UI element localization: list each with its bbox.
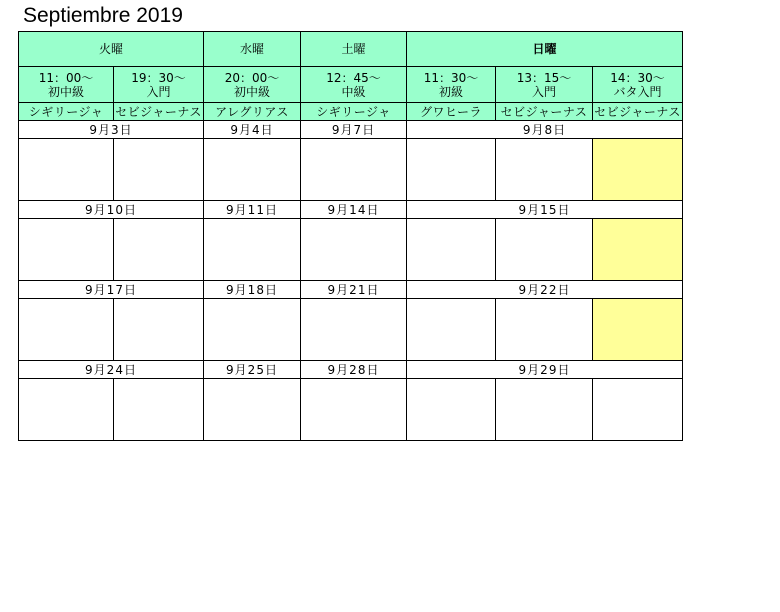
class-time: 12：45～ (326, 70, 381, 85)
entry-cell[interactable] (114, 139, 204, 201)
entry-cell[interactable] (301, 219, 407, 281)
entry-cell[interactable] (496, 139, 593, 201)
date-sunday: 9月8日 (407, 121, 683, 139)
page-title: Septiembre 2019 (23, 4, 183, 27)
entry-cell[interactable] (593, 379, 683, 441)
date-wednesday: 9月4日 (204, 121, 301, 139)
class-venue: セビジャーナス (594, 104, 681, 119)
class-venue: グワヒーラ (407, 103, 496, 121)
class-time-cell (496, 67, 593, 103)
entry-cell[interactable] (496, 299, 593, 361)
day-header-wednesday: 水曜 (204, 32, 301, 67)
date-tuesday: 9月10日 (19, 201, 204, 219)
entry-cell[interactable] (407, 379, 496, 441)
class-level: 入門 (146, 84, 171, 99)
class-time: 14：30～ (610, 70, 665, 85)
class-venue: セビジャーナス (115, 104, 202, 119)
entry-cell[interactable] (301, 379, 407, 441)
entry-cell[interactable] (114, 379, 204, 441)
class-level: 初中級 (233, 84, 270, 99)
date-tuesday: 9月17日 (19, 281, 204, 299)
day-header-tuesday: 火曜 (19, 32, 204, 67)
date-saturday: 9月7日 (301, 121, 407, 139)
class-time-cell (407, 67, 496, 103)
class-time-cell (19, 67, 114, 103)
entry-cell[interactable] (301, 139, 407, 201)
class-level: 初級 (438, 84, 463, 99)
entry-cell[interactable] (114, 299, 204, 361)
class-time: 19：30～ (131, 70, 186, 85)
class-time-cell (204, 67, 301, 103)
date-sunday: 9月15日 (407, 201, 683, 219)
date-saturday: 9月21日 (301, 281, 407, 299)
class-level: 入門 (531, 84, 556, 99)
entry-cell[interactable] (114, 219, 204, 281)
entry-cell[interactable] (204, 299, 301, 361)
class-level: 中級 (341, 84, 366, 99)
date-sunday: 9月22日 (407, 281, 683, 299)
entry-cell[interactable] (204, 139, 301, 201)
class-time: 20：00～ (224, 70, 280, 85)
day-header-saturday: 土曜 (301, 32, 407, 67)
entry-cell[interactable] (19, 299, 114, 361)
class-venue: シギリージャ (301, 103, 407, 121)
schedule-table (18, 31, 683, 441)
class-level: 初中級 (47, 84, 84, 99)
entry-cell[interactable] (301, 299, 407, 361)
entry-cell-highlighted[interactable] (593, 219, 683, 281)
class-time: 11：00～ (38, 70, 94, 85)
date-sunday: 9月29日 (407, 361, 683, 379)
date-saturday: 9月14日 (301, 201, 407, 219)
class-level: バタ入門 (613, 84, 662, 99)
date-wednesday: 9月18日 (204, 281, 301, 299)
class-time: 11：30～ (423, 70, 479, 85)
date-wednesday: 9月11日 (204, 201, 301, 219)
class-venue: アレグリアス (204, 103, 301, 121)
entry-cell-highlighted[interactable] (593, 299, 683, 361)
class-time-cell (114, 67, 204, 103)
date-wednesday: 9月25日 (204, 361, 301, 379)
entry-cell[interactable] (407, 139, 496, 201)
entry-cell[interactable] (407, 299, 496, 361)
class-time: 13：15～ (516, 70, 572, 85)
class-venue: シギリージャ (19, 103, 114, 121)
entry-cell[interactable] (204, 219, 301, 281)
class-time-cell (593, 67, 683, 103)
entry-cell-highlighted[interactable] (593, 139, 683, 201)
entry-cell[interactable] (204, 379, 301, 441)
class-venue: セビジャーナス (496, 103, 593, 121)
day-header-sunday: 日曜 (407, 32, 683, 67)
entry-cell[interactable] (496, 379, 593, 441)
class-time-cell (301, 67, 407, 103)
entry-cell[interactable] (496, 219, 593, 281)
entry-cell[interactable] (19, 139, 114, 201)
entry-cell[interactable] (19, 379, 114, 441)
date-tuesday: 9月24日 (19, 361, 204, 379)
date-tuesday: 9月3日 (19, 121, 204, 139)
entry-cell[interactable] (407, 219, 496, 281)
entry-cell[interactable] (19, 219, 114, 281)
date-saturday: 9月28日 (301, 361, 407, 379)
